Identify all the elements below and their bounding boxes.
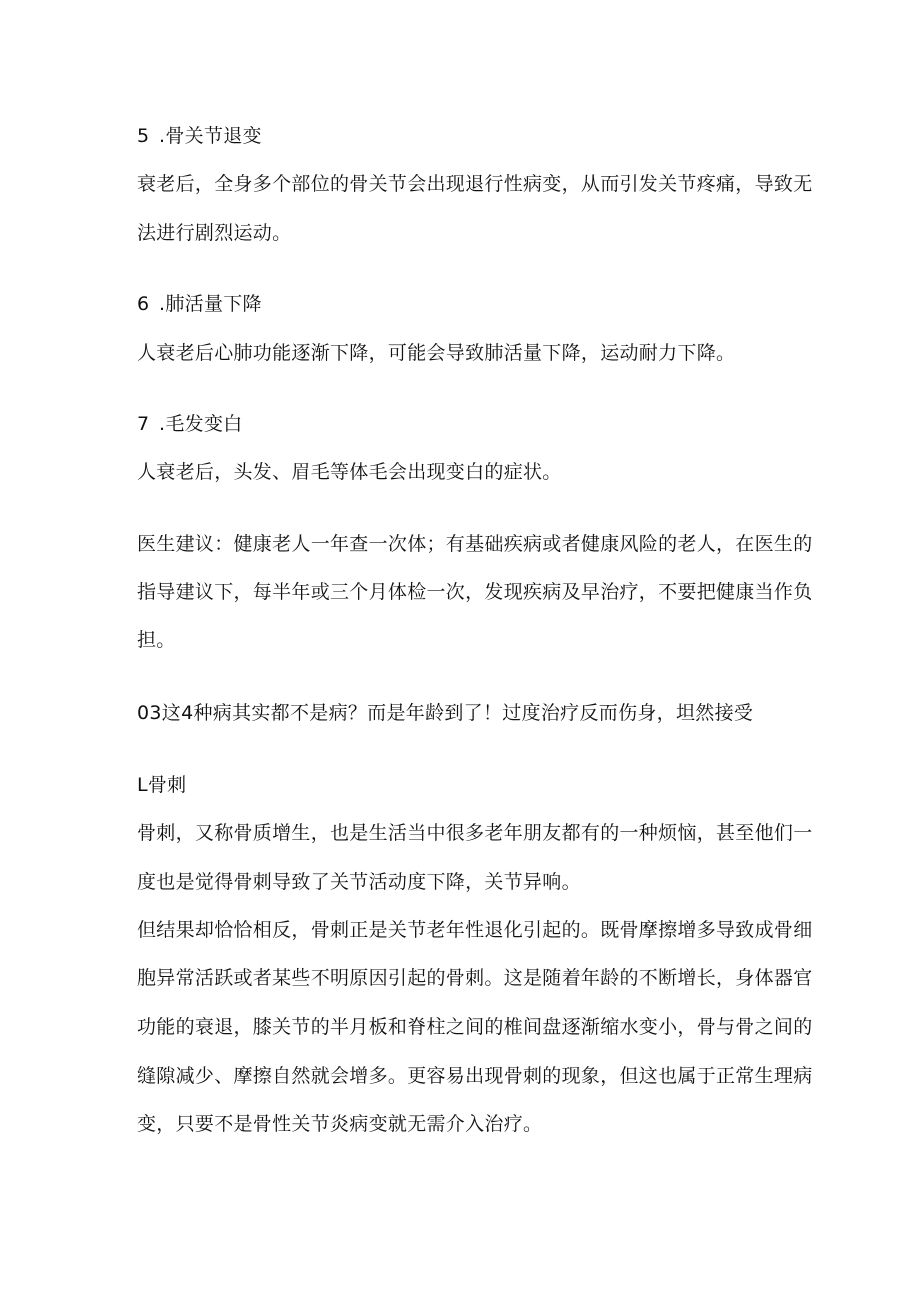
section-l-para2-line-3: 功能的衰退，膝关节的半月板和脊柱之间的椎间盘逐渐缩水变小，骨与骨之间的 [137, 1016, 813, 1038]
section-7-body-line-1: 人衰老后，头发、眉毛等体毛会出现变白的症状。 [137, 461, 562, 483]
section-7-heading [137, 411, 243, 437]
advice-line-1: 医生建议：健康老人一年查一次体；有基础疾病或者健康风险的老人，在医生的 [137, 533, 813, 555]
section-6-number: 6 [137, 293, 150, 315]
section-6-body-line-1: 人衰老后心肺功能逐渐下降，可能会导致肺活量下降，运动耐力下降。 [137, 342, 736, 364]
section-l-para2-line-1: 但结果却恰恰相反，骨刺正是关节老年性退化引起的。既骨摩擦增多导致成骨细 [137, 919, 813, 941]
section-7-number: 7 [137, 413, 150, 435]
section-l-para2-line-4: 缝隙减少、摩擦自然就会增多。更容易出现骨刺的现象，但这也属于正常生理病 [137, 1065, 813, 1087]
section-l-para2-line-5: 变，只要不是骨性关节炎病变就无需介入治疗。 [137, 1113, 543, 1135]
section-5-body-line-1: 衰老后，全身多个部位的骨关节会出现退行性病变，从而引发关节疼痛，导致无 [137, 173, 813, 195]
section-03-heading: 03这4种病其实都不是病？而是年龄到了！过度治疗反而伤身，坦然接受 [137, 702, 754, 724]
section-5-number: 5 [137, 125, 150, 147]
advice-line-3: 担。 [137, 629, 176, 651]
section-l-para2-line-2: 胞异常活跃或者某些不明原因引起的骨刺。这是随着年龄的不断增长，身体器官 [137, 967, 813, 989]
section-6-title: .肺活量下降 [159, 293, 262, 315]
section-6-heading [137, 291, 262, 317]
section-l-para1-line-2: 度也是觉得骨刺导致了关节活动度下降，关节异响。 [137, 871, 581, 893]
advice-line-2: 指导建议下，每半年或三个月体检一次，发现疾病及早治疗，不要把健康当作负 [137, 581, 813, 603]
section-l-para1-line-1: 骨刺，又称骨质增生，也是生活当中很多老年朋友都有的一种烦恼，甚至他们一 [137, 822, 813, 844]
section-5-title: .骨关节退变 [159, 125, 262, 147]
section-5-body-line-2: 法进行剧烈运动。 [137, 222, 292, 244]
section-l-heading: L骨刺 [137, 774, 187, 796]
section-5-heading [137, 123, 262, 149]
section-7-title: .毛发变白 [159, 413, 243, 435]
